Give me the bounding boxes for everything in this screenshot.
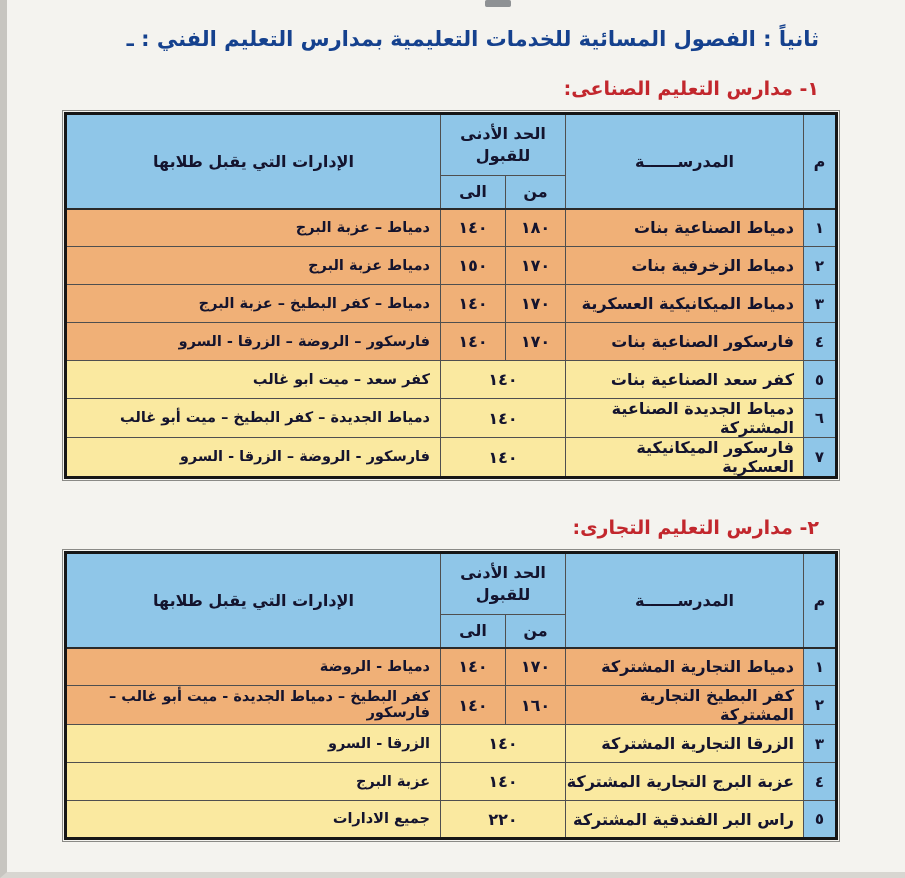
table-row — [66, 285, 837, 323]
min-from-cell: ١٦٠ — [506, 686, 566, 725]
row-number-cell: ٤ — [804, 763, 837, 801]
school-name-cell: كفر البطيخ التجارية المشتركة — [566, 686, 804, 725]
row-number-cell: ٦ — [804, 399, 837, 438]
table-row — [66, 648, 837, 686]
row-number-cell: ٣ — [804, 725, 837, 763]
min-merged-cell: ١٤٠ — [441, 361, 566, 399]
admins-cell: فارسكور - الروضة – الزرقا - السرو — [66, 438, 441, 478]
industrial-schools-table — [64, 112, 838, 479]
row-number-cell: ٢ — [804, 686, 837, 725]
school-name-cell: دمياط الميكانيكية العسكرية — [566, 285, 804, 323]
school-name-cell: دمياط الجديدة الصناعية المشتركة — [566, 399, 804, 438]
col-header-min-acceptance — [441, 114, 566, 176]
col-header-to: الى — [441, 615, 506, 648]
admins-cell: كفر البطيخ – دمياط الجديدة - ميت أبو غالب – فارسكور — [66, 686, 441, 725]
min-merged-cell: ١٤٠ — [441, 763, 566, 801]
min-from-cell: ١٧٠ — [506, 323, 566, 361]
table-header-row — [66, 114, 837, 176]
col-header-school: المدرســــــة — [566, 114, 804, 209]
school-name-cell: راس البر الفندقية المشتركة — [566, 801, 804, 839]
table-row — [66, 438, 837, 478]
school-name-cell: كفر سعد الصناعية بنات — [566, 361, 804, 399]
min-to-cell: ١٥٠ — [441, 247, 506, 285]
admins-cell: عزبة البرج — [66, 763, 441, 801]
row-number-cell: ٥ — [804, 361, 837, 399]
min-merged-cell: ١٤٠ — [441, 399, 566, 438]
school-name-cell: الزرقا التجارية المشتركة — [566, 725, 804, 763]
commercial-schools-table — [64, 551, 838, 840]
table-header-row — [66, 553, 837, 615]
row-number-cell: ٢ — [804, 247, 837, 285]
table-row — [66, 247, 837, 285]
admins-cell: دمياط – كفر البطيخ – عزبة البرج — [66, 285, 441, 323]
min-to-cell: ١٤٠ — [441, 209, 506, 247]
col-header-to: الى — [441, 176, 506, 209]
min-to-cell: ١٤٠ — [441, 285, 506, 323]
col-header-school: المدرســــــة — [566, 553, 804, 648]
min-from-cell: ١٨٠ — [506, 209, 566, 247]
min-merged-cell: ١٤٠ — [441, 438, 566, 478]
table-row — [66, 399, 837, 438]
admins-cell: فارسكور – الروضة – الزرقا - السرو — [66, 323, 441, 361]
section-title-industrial: ١- مدارس التعليم الصناعى: — [563, 78, 819, 100]
row-number-cell: ٧ — [804, 438, 837, 478]
row-number-cell: ٤ — [804, 323, 837, 361]
school-name-cell: دمياط التجارية المشتركة — [566, 648, 804, 686]
admins-cell: الزرقا - السرو — [66, 725, 441, 763]
table-row — [66, 323, 837, 361]
school-name-cell: فارسكور الصناعية بنات — [566, 323, 804, 361]
admins-cell: دمياط – عزبة البرج — [66, 209, 441, 247]
col-header-admins: الإدارات التي يقبل طلابها — [66, 553, 441, 648]
min-from-cell: ١٧٠ — [506, 247, 566, 285]
min-from-cell: ١٧٠ — [506, 648, 566, 686]
min-to-cell: ١٤٠ — [441, 323, 506, 361]
min-merged-cell: ٢٢٠ — [441, 801, 566, 839]
admins-cell: جميع الادارات — [66, 801, 441, 839]
col-header-min-acceptance — [441, 553, 566, 615]
admins-cell: دمياط الجديدة – كفر البطيخ – ميت أبو غالب — [66, 399, 441, 438]
table-row — [66, 209, 837, 247]
min-to-cell: ١٤٠ — [441, 648, 506, 686]
col-header-from: من — [506, 615, 566, 648]
table-row — [66, 725, 837, 763]
row-number-cell: ١ — [804, 209, 837, 247]
admins-cell: كفر سعد – ميت ابو غالب — [66, 361, 441, 399]
table-row — [66, 763, 837, 801]
row-number-cell: ١ — [804, 648, 837, 686]
school-name-cell: فارسكور الميكانيكية العسكرية — [566, 438, 804, 478]
min-from-cell: ١٧٠ — [506, 285, 566, 323]
table-row — [66, 686, 837, 725]
row-number-cell: ٣ — [804, 285, 837, 323]
col-header-admins: الإدارات التي يقبل طلابها — [66, 114, 441, 209]
admins-cell: دمياط - الروضة — [66, 648, 441, 686]
table-row — [66, 361, 837, 399]
school-name-cell: عزبة البرج التجارية المشتركة — [566, 763, 804, 801]
col-header-from: من — [506, 176, 566, 209]
min-acceptance-label: الحد الأدنى للقبول — [460, 124, 546, 165]
school-name-cell: دمياط الزخرفية بنات — [566, 247, 804, 285]
min-acceptance-label: الحد الأدنى للقبول — [460, 563, 546, 604]
school-name-cell: دمياط الصناعية بنات — [566, 209, 804, 247]
scan-artifact — [485, 0, 511, 7]
page-title: ثانياً : الفصول المسائية للخدمات التعليمية بمدارس التعليم الفني : ـ — [126, 27, 819, 51]
col-header-num: م — [804, 553, 837, 648]
min-merged-cell: ١٤٠ — [441, 725, 566, 763]
admins-cell: دمياط عزبة البرج — [66, 247, 441, 285]
col-header-num: م — [804, 114, 837, 209]
section-title-commercial: ٢- مدارس التعليم التجارى: — [572, 517, 819, 539]
row-number-cell: ٥ — [804, 801, 837, 839]
min-to-cell: ١٤٠ — [441, 686, 506, 725]
table-row — [66, 801, 837, 839]
